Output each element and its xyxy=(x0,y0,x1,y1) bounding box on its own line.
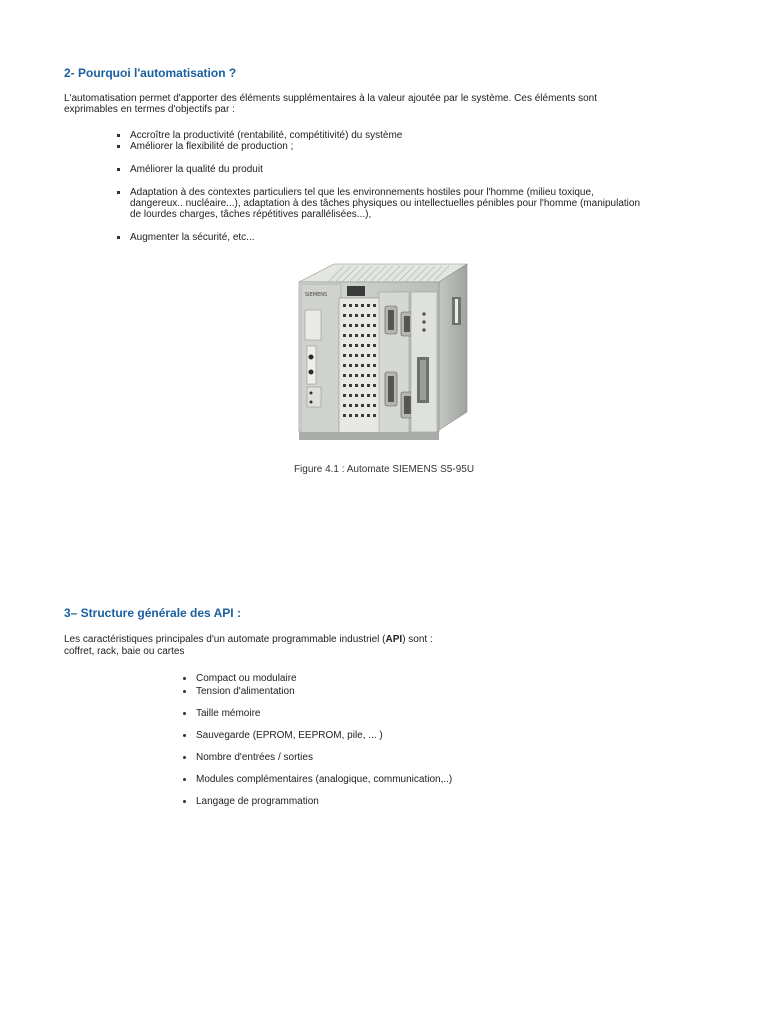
list-item xyxy=(196,730,596,741)
list-item xyxy=(196,796,596,807)
plc-figure xyxy=(289,262,472,447)
list-item-text: Langage de programmation xyxy=(196,796,319,807)
list-item-text: dangereux.. nucléaire...), adaptation à des tâches physiques ou intellectuelles pénibles pour l'homme (manipulation xyxy=(130,198,640,209)
list-item-text: Augmenter la sécurité, etc... xyxy=(130,232,255,243)
figure-caption: Figure 4.1 : Automate SIEMENS S5-95U xyxy=(293,464,475,475)
list-item xyxy=(130,141,730,152)
list-item-text: Adaptation à des contextes particuliers tel que les environnements hostiles pour l'homme (milieu toxique, xyxy=(130,187,594,198)
list-item-text: Nombre d'entrées / sorties xyxy=(196,752,313,763)
list-item xyxy=(130,164,730,175)
list-item xyxy=(196,774,596,785)
structure-intro-text: Les caractéristiques principales d'un automate programmable industriel ( xyxy=(64,634,386,645)
list-item xyxy=(196,708,596,719)
list-item-text: Accroître la productivité (rentabilité, compétitivité) du système xyxy=(130,130,403,141)
list-item xyxy=(196,686,596,697)
list-item-text: de lourdes charges, tâches répétitives parallélisées...), xyxy=(130,209,372,220)
structure-intro-line-2: coffret, rack, baie ou cartes xyxy=(64,646,185,657)
section-heading-automation: 2- Pourquoi l'automatisation ? xyxy=(64,66,237,80)
list-item xyxy=(130,130,730,141)
characteristics-list xyxy=(196,673,596,807)
list-item-text: Améliorer la flexibilité de production ; xyxy=(130,141,294,152)
intro-line-1: L'automatisation permet d'apporter des éléments supplémentaires à la valeur ajoutée par le système. Ces éléments sont xyxy=(64,93,597,104)
brand-label: SIEMENS xyxy=(305,292,328,298)
list-item xyxy=(196,752,596,763)
structure-intro-text-end: ) sont : xyxy=(402,634,433,645)
section-heading-structure: 3– Structure générale des API : xyxy=(64,606,241,620)
api-bold-term: API xyxy=(385,634,403,645)
list-item xyxy=(130,187,730,220)
list-item-text: Modules complémentaires (analogique, communication,..) xyxy=(196,774,453,785)
objectives-list xyxy=(130,130,730,243)
siemens-plc-image xyxy=(289,262,472,447)
list-item xyxy=(130,232,730,243)
list-item-text: Sauvegarde (EPROM, EEPROM, pile, ... ) xyxy=(196,730,383,741)
list-item-text: Améliorer la qualité du produit xyxy=(130,164,263,175)
intro-paragraph xyxy=(64,93,724,115)
list-item-text: Taille mémoire xyxy=(196,708,261,719)
intro-line-2: exprimables en termes d'objectifs par : xyxy=(64,104,235,115)
list-item-text: Tension d'alimentation xyxy=(196,686,295,697)
structure-intro-paragraph xyxy=(64,634,664,658)
list-item-text: Compact ou modulaire xyxy=(196,673,297,684)
list-item xyxy=(196,673,596,684)
